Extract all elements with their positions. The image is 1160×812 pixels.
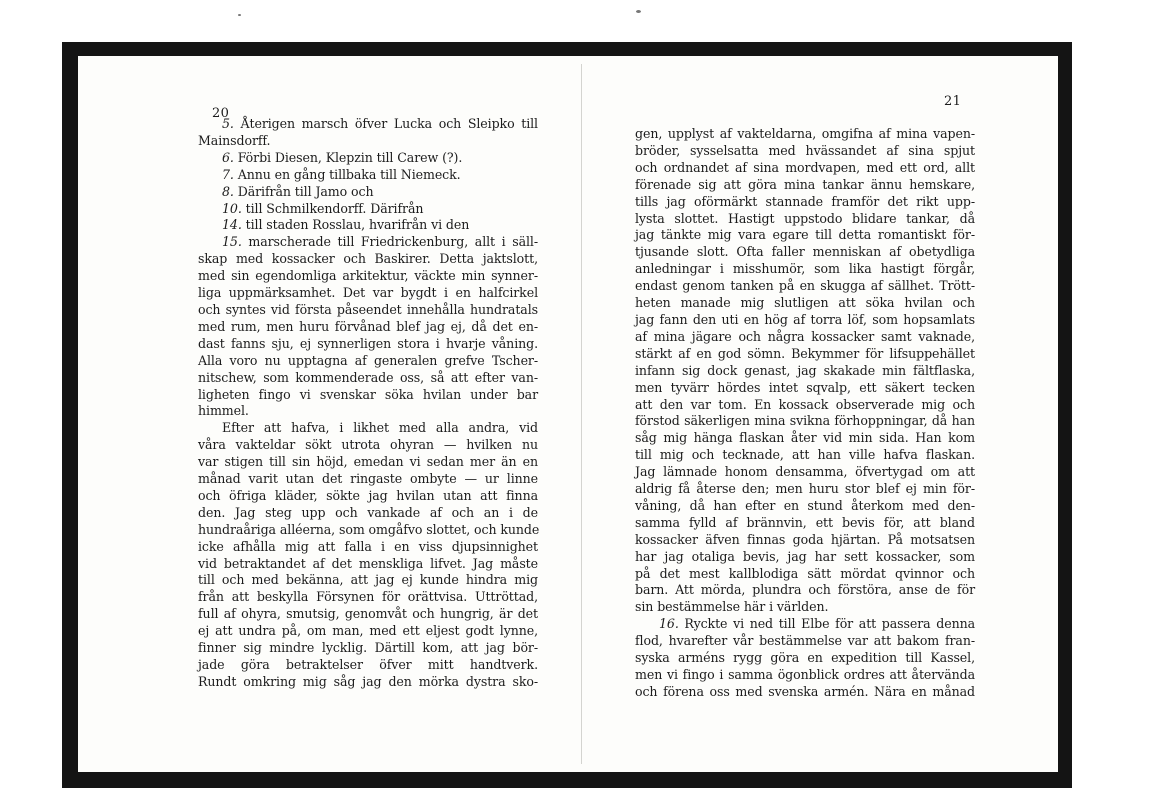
line-text: liga uppmärksamhet. Det var bygdt i en halfcirkel [198, 285, 538, 301]
text-line [635, 194, 975, 211]
line-text: till staden Rosslau, hvarifrån vi den [245, 217, 470, 233]
line-text: bröder, sysselsatta med hvässandet af sina spjut [635, 142, 975, 158]
line-text: Återigen marsch öfver Lucka och Sleipko till [240, 116, 538, 131]
line-text: flod, hvarefter vår bestämmelse var att bakom fran- [635, 633, 975, 649]
line-text: af mina jägare och några kossacker samt vaknade, [635, 328, 975, 344]
line-text: lysta slottet. Hastigt uppstodo blidare tankar, då [635, 210, 975, 226]
text-line [635, 346, 975, 363]
line-text: Förbi Diesen, Klepzin till Carew (?). [237, 149, 463, 165]
line-text: heten manade mig slutligen att söka hvilan och [635, 295, 975, 311]
line-text: våning, då han efter en stund återkom med den- [635, 497, 975, 513]
line-text: till mig och tecknade, att han ville hafva flaskan. [635, 447, 975, 463]
entry-number: 16. [659, 616, 679, 632]
text-line [635, 599, 975, 616]
text-line [198, 623, 538, 640]
text-line [198, 268, 538, 285]
text-line [198, 403, 538, 420]
text-line [635, 616, 975, 633]
text-line [198, 505, 538, 522]
line-text: ej att undra på, om man, med ett eljest godt lynne, [198, 623, 538, 639]
line-text: anledningar i misshumör, som lika hastigt förgår, [635, 261, 975, 277]
left-page-text [198, 116, 538, 691]
text-line [635, 312, 975, 329]
line-text: förstod säkerligen mina svikna förhoppningar, då han [635, 413, 975, 429]
text-line [198, 133, 538, 150]
text-line [198, 640, 538, 657]
entry-number: 14. [222, 217, 242, 233]
line-text: Därifrån till Jamo och [237, 183, 374, 199]
text-line [635, 532, 975, 549]
text-line [198, 674, 538, 691]
line-text: dast fanns sju, ej synnerligen stora i hvarje våning. [198, 335, 538, 351]
text-line [635, 430, 975, 447]
line-text: samma fylld af brännvin, ett bevis för, att bland [635, 514, 975, 530]
scan-frame [62, 42, 1072, 788]
page-number-right: 21 [944, 94, 962, 109]
text-line [635, 481, 975, 498]
line-text: såg mig hänga flaskan åter vid min sida. Han kom [635, 430, 975, 446]
line-text: med rum, men huru förvånad blef jag ej, då det en- [198, 318, 538, 334]
line-text: men tyvärr hördes intet sqvalp, ett säkert tecken [635, 379, 975, 395]
line-text: ligheten fingo vi svenskar söka hvilan under bar [198, 386, 538, 402]
text-line [635, 582, 975, 599]
line-text: nitschew, som kommenderade oss, så att efter van- [198, 369, 538, 385]
text-line [635, 684, 975, 701]
text-line [635, 160, 975, 177]
text-line [635, 143, 975, 160]
entry-number: 8. [222, 183, 234, 199]
text-line [198, 251, 538, 268]
line-text: och ordnandet af sina mordvapen, med ett ord, allt [635, 159, 975, 175]
text-line [635, 177, 975, 194]
line-text: barn. Att mörda, plundra och förstöra, anse de för [635, 582, 975, 598]
text-line [198, 387, 538, 404]
text-line [635, 329, 975, 346]
text-line [635, 227, 975, 244]
text-line [635, 633, 975, 650]
text-line [635, 295, 975, 312]
text-line [635, 515, 975, 532]
text-line [198, 353, 538, 370]
text-line [198, 217, 538, 234]
text-line [635, 126, 975, 143]
entry-number: 10. [222, 200, 242, 216]
text-line [198, 184, 538, 201]
text-line [198, 522, 538, 539]
text-line [198, 539, 538, 556]
line-text: månad varit utan det ringaste ombyte — ur linne [198, 471, 538, 487]
text-line [635, 413, 975, 430]
line-text: endast genom tanken på en skugga af sällhet. Trött- [635, 278, 975, 294]
line-text: med sin egendomliga arkitektur, väckte min synner- [198, 268, 538, 284]
text-line [198, 420, 538, 437]
line-text: Annu en gång tillbaka till Niemeck. [237, 166, 461, 182]
line-text: våra vakteldar sökt utrota ohyran — hvilken nu [198, 437, 538, 453]
line-text: att den var tom. En kossack observerade mig och [635, 396, 975, 412]
line-text: Ryckte vi ned till Elbe för att passera denna [684, 616, 975, 632]
text-line [198, 589, 538, 606]
line-text: men vi fingo i samma ögonblick ordres att återvända [635, 667, 975, 682]
line-text: gen, upplyst af vakteldarna, omgifna af mina vapen- [635, 126, 975, 141]
line-text: skap med kossacker och Baskirer. Detta jaktslott, [198, 251, 538, 267]
line-text: jag tänkte mig vara egare till detta romantiskt för- [635, 227, 975, 243]
text-line [198, 201, 538, 218]
line-text: och syntes vid första påseendet innehålla hundratals [198, 301, 538, 317]
line-text: från att beskylla Försynen för orättvisa. Uttröttad, [198, 589, 538, 605]
book-spread [78, 56, 1058, 772]
line-text: Alla voro nu upptagna af generalen grefve Tscher- [198, 352, 538, 368]
text-line [198, 234, 538, 251]
entry-number: 6. [222, 149, 234, 165]
line-text: infann sig dock genast, jag skakade min fältflaska, [635, 362, 975, 378]
text-line [198, 471, 538, 488]
line-text: Jag lämnade honom densamma, öfvertygad om att [635, 464, 975, 480]
line-text: Efter att hafva, i likhet med alla andra, vid [222, 420, 538, 436]
line-text: var stigen till sin höjd, emedan vi sedan mer än en [198, 454, 538, 470]
text-line [198, 336, 538, 353]
text-line [198, 556, 538, 573]
text-line [635, 363, 975, 380]
line-text: full af ohyra, smutsig, genomvåt och hungrig, är det [198, 606, 538, 622]
right-page-text [635, 126, 975, 701]
line-text: den. Jag steg upp och vankade af och an i de [198, 504, 538, 520]
text-line [635, 447, 975, 464]
text-line [635, 261, 975, 278]
line-text: marscherade till Friedrickenburg, allt i säll- [248, 234, 538, 250]
text-line [635, 464, 975, 481]
text-line [198, 657, 538, 674]
line-text: har jag otaliga bevis, jag har sett kossacker, som [635, 548, 975, 564]
scan-speck [238, 14, 241, 16]
line-text: stärkt af en god sömn. Bekymmer för lifsuppehället [635, 345, 975, 361]
text-line [198, 285, 538, 302]
line-text: himmel. [198, 403, 249, 419]
line-text: på det mest kallblodiga sätt mördat qvinnor och [635, 565, 975, 581]
text-line [635, 667, 975, 684]
line-text: syska arméns rygg göra en expedition till Kassel, [635, 650, 975, 666]
line-text: icke afhålla mig att falla i en viss djupsinnighet [198, 538, 538, 554]
text-line [635, 211, 975, 228]
text-line [198, 454, 538, 471]
line-text: till och med bekänna, att jag ej kunde hindra mig [198, 572, 538, 588]
text-line [198, 572, 538, 589]
text-line [635, 380, 975, 397]
page-gutter [581, 64, 582, 764]
entry-number: 15. [222, 234, 242, 250]
text-line [198, 488, 538, 505]
page-number-left: 20 [212, 106, 230, 121]
text-line [635, 498, 975, 515]
line-text: tjusande slott. Ofta faller menniskan af obetydliga [635, 244, 975, 260]
line-text: finner sig mindre lycklig. Därtill kom, att jag bör- [198, 640, 538, 656]
text-line [198, 370, 538, 387]
text-line [198, 606, 538, 623]
text-line [198, 319, 538, 336]
line-text: sin bestämmelse här i världen. [635, 599, 829, 615]
text-line [635, 566, 975, 583]
text-line [635, 549, 975, 566]
line-text: till Schmilkendorff. Därifrån [245, 200, 424, 216]
scan-speck [636, 10, 641, 13]
line-text: förenade sig att göra mina tankar ännu hemskare, [635, 176, 975, 192]
text-line [635, 397, 975, 414]
text-line [635, 278, 975, 295]
entry-number: 7. [222, 166, 234, 182]
line-text: och förena oss med svenska armén. Nära en månad [635, 683, 975, 699]
line-text: Rundt omkring mig såg jag den mörka dystra sko- [198, 673, 538, 689]
line-text: jag fann den uti en hög af torra löf, som hopsamlats [635, 311, 975, 327]
text-line [198, 116, 538, 133]
text-line [198, 167, 538, 184]
text-line [198, 437, 538, 454]
line-text: jade göra betraktelser öfver mitt handtverk. [198, 657, 538, 672]
entry-number: 5. [222, 116, 234, 131]
text-line [198, 150, 538, 167]
text-line [198, 302, 538, 319]
line-text: aldrig få återse den; men huru stor blef ej min för- [635, 481, 975, 497]
text-line [635, 650, 975, 667]
text-line [635, 244, 975, 261]
line-text: tills jag oförmärkt stannade framför det rikt upp- [635, 193, 975, 209]
line-text: och öfriga kläder, sökte jag hvilan utan att finna [198, 487, 538, 503]
line-text: hundraåriga alléerna, som omgåfvo slottet, och kunde [198, 521, 540, 537]
line-text: Mainsdorff. [198, 132, 271, 148]
line-text: kossacker äfven finnas goda hjärtan. På motsatsen [635, 531, 975, 547]
line-text: vid betraktandet af det menskliga lifvet. Jag måste [198, 555, 538, 571]
